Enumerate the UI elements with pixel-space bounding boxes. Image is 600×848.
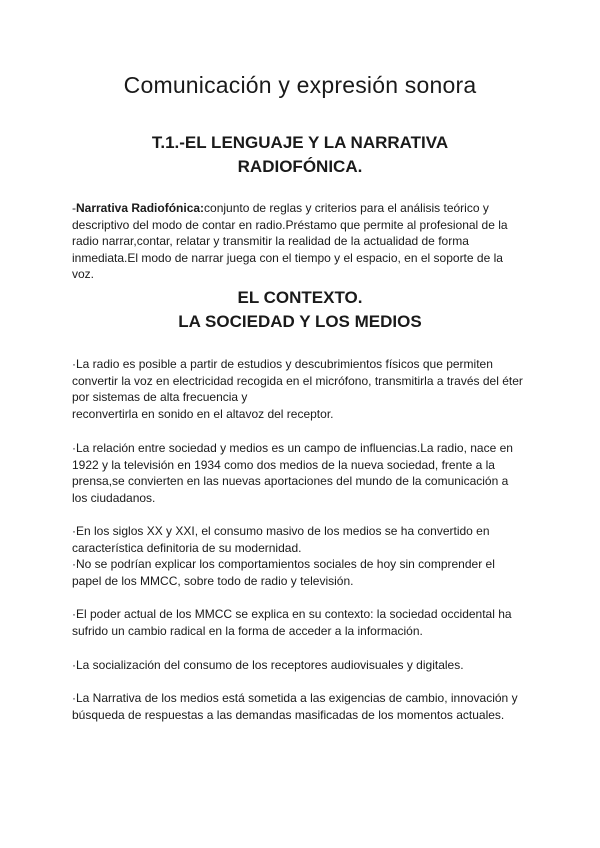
- paragraph-sociedad-medios: [72, 440, 542, 506]
- paragraph-siglos-xx-xxi: [72, 523, 542, 589]
- section-heading-lenguaje-narrativa: [60, 131, 540, 179]
- section-heading-line: T.1.-EL LENGUAJE Y LA NARRATIVA: [151, 133, 449, 152]
- paragraph-line: 1922 y la televisión en 1934 como dos medios de la nueva sociedad, frente a la: [72, 457, 495, 472]
- paragraph-line: sufrido un cambio radical en la forma de acceder a la información.: [72, 623, 423, 638]
- definition-prefix: -: [72, 201, 76, 215]
- paragraph-line: descriptivo del modo de contar en radio.Préstamo que permite al profesional de la: [72, 217, 508, 232]
- paragraph-line: radio narrar,contar, relatar y transmitir la realidad de la actualidad de forma: [72, 234, 469, 248]
- paragraph-line: papel de los MMCC, sobre todo de radio y televisión.: [72, 573, 354, 588]
- section-heading-contexto: [60, 286, 540, 334]
- paragraph-narrativa-medios: [72, 690, 542, 723]
- paragraph-line: por sistemas de alta frecuencia y: [72, 390, 248, 404]
- paragraph-line: voz.: [72, 267, 95, 281]
- paragraph-line: ·La relación entre sociedad y medios es un campo de influencias.La radio, nace en: [72, 441, 513, 455]
- paragraph-line: búsqueda de respuestas a las demandas masificadas de los momentos actuales.: [72, 707, 505, 722]
- definition-text: conjunto de reglas y criterios para el análisis teórico y: [204, 201, 489, 215]
- paragraph-line: los ciudadanos.: [72, 490, 156, 505]
- paragraph-socializacion: [72, 657, 542, 674]
- paragraph-line: inmediata.El modo de narrar juega con el tiempo y el espacio, en el soporte de la: [72, 250, 503, 265]
- section-heading-line: RADIOFÓNICA.: [237, 157, 363, 176]
- paragraph-line: [72, 200, 542, 217]
- definition-term: Narrativa Radiofónica:: [76, 201, 205, 215]
- paragraph-line: característica definitoria de su modernidad.: [72, 540, 302, 555]
- paragraph-line: ·El poder actual de los MMCC se explica en su contexto: la sociedad occidental ha: [72, 607, 512, 621]
- paragraph-line: prensa,se convierten en las nuevas aportaciones del mundo de la comunicación a: [72, 474, 509, 488]
- paragraph-line: ·No se podrían explicar los comportamientos sociales de hoy sin comprender el: [72, 557, 495, 571]
- section-heading-line: LA SOCIEDAD Y LOS MEDIOS: [178, 312, 422, 331]
- document-title: Comunicación y expresión sonora: [123, 72, 477, 98]
- paragraph-poder-mmcc: [72, 606, 542, 639]
- paragraph-line: ·La radio es posible a partir de estudios y descubrimientos físicos que permiten: [72, 357, 493, 371]
- paragraph-line: reconvertirla en sonido en el altavoz del receptor.: [72, 406, 334, 421]
- paragraph-line: ·La socialización del consumo de los receptores audiovisuales y digitales.: [72, 658, 464, 672]
- paragraph-line: convertir la voz en electricidad recogida en el micrófono, transmitirla a través del éter: [72, 373, 523, 388]
- section-heading-line: EL CONTEXTO.: [237, 288, 363, 307]
- paragraph-radio-origen: [72, 356, 542, 422]
- definition-paragraph: [72, 200, 542, 283]
- paragraph-line: ·La Narrativa de los medios está sometida a las exigencias de cambio, innovación y: [72, 691, 518, 705]
- paragraph-line: ·En los siglos XX y XXI, el consumo masivo de los medios se ha convertido en: [72, 524, 490, 538]
